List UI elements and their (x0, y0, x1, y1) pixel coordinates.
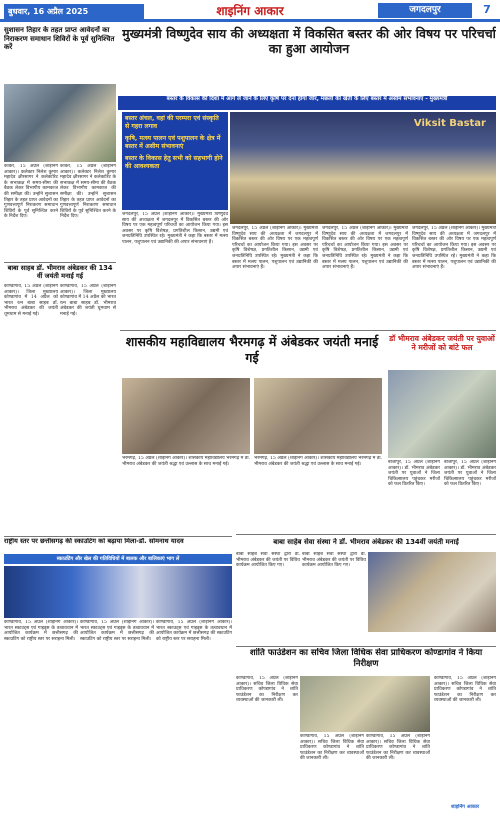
masthead (0, 0, 500, 22)
main-strap: बस्तर के विकास की दिशा में आगे ले जाने के लिए कृषि पर देना होगा जोर, मछली की खेती के लिए बस्तर में असीम संभावनाएं - मुख्यमंत्री (118, 96, 496, 110)
paper-name: शाइनिंग आकार (216, 4, 284, 18)
sports-body-3: कोण्डागांव, 15 अप्रैल (शाइनिंग आकार)। भारत स्काउट्स एवं गाइड्स के तत्वावधान में आयोजित कार्यक्रम में छत्तीसगढ़ की स्काउटिंग को राष्ट्रीय स्तर पर सराहना मिली। (156, 620, 232, 642)
main-body-col1: जगदलपुर, 15 अप्रैल (शाइनिंग आकार)। मुख्यमंत्री विष्णुदेव साय की अध्यक्षता में जगदलपुर में विकसित बस्तर की ओर विषय पर एक महत्वपूर्ण परिचर्चा का आयोजन किया गया। इस अवसर पर कृषि विशेषज्ञ, प्रगतिशील किसान, उद्यमी एवं जनप्रतिनिधि उपस्थित रहे। मुख्यमंत्री ने कहा कि बस्तर में मत्स्य पालन, पशुपालन एवं उद्यानिकी की अपार संभावनाएं हैं। (122, 212, 228, 245)
left-top-headline: सुशासन तिहार के तहत प्राप्त आवेदनों का निराकरण समाधान शिविरों के पूर्व सुनिश्चित करें (4, 26, 115, 51)
college-headline: शासकीय महाविद्यालय भैरमगढ़ में अंबेडकर जयंती मनाई गई (125, 334, 379, 365)
main-headline-block (122, 26, 496, 68)
college-photo-1 (122, 378, 250, 454)
foundation-photo (300, 676, 430, 732)
seva-headline-block (236, 538, 496, 550)
main-body-col2: जगदलपुर, 15 अप्रैल (शाइनिंग आकार)। मुख्यमंत्री विष्णुदेव साय की अध्यक्षता में जगदलपुर में विकसित बस्तर की ओर विषय पर एक महत्वपूर्ण परिचर्चा का आयोजन किया गया। इस अवसर पर कृषि विशेषज्ञ, प्रगतिशील किसान, उद्यमी एवं जनप्रतिनिधि उपस्थित रहे। मुख्यमंत्री ने कहा कि बस्तर में मत्स्य पालन, पशुपालन एवं उद्यानिकी की अपार संभावनाएं हैं। (232, 226, 318, 271)
page-number: 7 (483, 3, 491, 16)
divider (4, 262, 116, 263)
footer-imprint: शाइनिंग आकार (450, 804, 480, 810)
divider (236, 534, 496, 535)
ambedkar-left-body-2: कोण्डागांव, 15 अप्रैल (शाइनिंग आकार)। जिला मुख्यालय कोण्डागांव में 14 अप्रैल को भारत रत्न बाबा साहब डॉ. भीमराव अंबेडकर की जयंती धूमधाम से मनाई गई। (60, 284, 116, 317)
ambedkar-statue-photo (368, 552, 496, 632)
ambedkar-left-headline-block (4, 264, 116, 282)
foundation-headline: शांति फाउंडेशन का सचिव जिला विधिक सेवा प्राधिकरण कोण्डागांव ने किया निरीक्षण (249, 648, 483, 669)
meeting-photo (4, 84, 116, 162)
divider (4, 536, 232, 537)
foundation-body: कोण्डागांव, 15 अप्रैल (शाइनिंग आकार)। सचिव जिला विधिक सेवा प्राधिकरण कोण्डागांव ने शांति फाउंडेशन का निरीक्षण कर व्यवस्थाओं की जानकारी ली। (236, 676, 298, 704)
masthead-city: जगदलपुर (378, 3, 472, 18)
seva-body: बाबा साहेब सेवा संस्था द्वारा डॉ. भीमराव अंबेडकर की जयंती पर विविध कार्यक्रम आयोजित किए गए। (236, 552, 300, 569)
youth-fruit-photo (388, 370, 496, 458)
sports-headline: राष्ट्रीय स्तर पर छत्तीसगढ़ की स्काउटिंग को बढ़ाया मिला-डॉ. सोमनाथ यादव (4, 538, 184, 545)
highlight-item: बस्तर के विकास हेतु सभी को सहभागी होने की आवश्यकता (125, 155, 223, 170)
event-banner-text: Viksit Bastar (413, 118, 486, 129)
college-body: भैरमगढ़, 15 अप्रैल (शाइनिंग आकार)। शासकीय महाविद्यालय भैरमगढ़ में डॉ. भीमराव अंबेडकर की जयंती श्रद्धा एवं उल्लास के साथ मनाई गई। (122, 456, 250, 467)
left-top-body: कांकेर, 15 अप्रैल (शाइनिंग आकार)। कलेक्टर निलेश कुमार महादेव क्षीरसागर ने कलेक्टोरेट के सभाकक्ष में समय-सीमा की बैठक लेकर विभागीय कामकाज की समीक्षा की। उन्होंने सुशासन तिहार के तहत प्राप्त आवेदनों का गुणवत्तापूर्ण निराकरण समाधान शिविरों के पूर्व सुनिश्चित करने के निर्देश दिए। (4, 164, 58, 220)
ambedkar-right-body-2: बीजापुर, 15 अप्रैल (शाइनिंग आकार)। डॉ. भीमराव अंबेडकर जयंती पर युवाओं ने जिला चिकित्सालय पहुंचकर मरीजों को फल वितरित किए। (444, 460, 496, 488)
sports-body-2: कोण्डागांव, 15 अप्रैल (शाइनिंग आकार)। भारत स्काउट्स एवं गाइड्स के तत्वावधान में आयोजित कार्यक्रम में छत्तीसगढ़ की स्काउटिंग को राष्ट्रीय स्तर पर सराहना मिली। (80, 620, 154, 642)
divider (236, 646, 496, 647)
seva-headline: बाबा साहेब सेवा संस्था ने डॉ. भीमराव अंबेडकर की 134वीं जयंती मनाई (273, 538, 459, 546)
foundation-body-2: कोण्डागांव, 15 अप्रैल (शाइनिंग आकार)। सचिव जिला विधिक सेवा प्राधिकरण कोण्डागांव ने शांति फाउंडेशन का निरीक्षण कर व्यवस्थाओं की जानकारी ली। (300, 734, 364, 762)
foundation-body-4: कोण्डागांव, 15 अप्रैल (शाइनिंग आकार)। सचिव जिला विधिक सेवा प्राधिकरण कोण्डागांव ने शांति फाउंडेशन का निरीक्षण कर व्यवस्थाओं की जानकारी ली। (434, 676, 496, 704)
ambedkar-left-body: कोण्डागांव, 15 अप्रैल (शाइनिंग आकार)। जिला मुख्यालय कोण्डागांव में 14 अप्रैल को भारत रत्न बाबा साहब डॉ. भीमराव अंबेडकर की जयंती धूमधाम से मनाई गई। (4, 284, 58, 317)
main-event-photo (230, 112, 496, 224)
ambedkar-right-headline-block (388, 334, 496, 368)
highlights-box (122, 112, 228, 210)
college-body-2: भैरमगढ़, 15 अप्रैल (शाइनिंग आकार)। शासकीय महाविद्यालय भैरमगढ़ में डॉ. भीमराव अंबेडकर की जयंती श्रद्धा एवं उल्लास के साथ मनाई गई। (254, 456, 382, 467)
left-top-body-2: कांकेर, 15 अप्रैल (शाइनिंग आकार)। कलेक्टर निलेश कुमार महादेव क्षीरसागर ने कलेक्टोरेट के सभाकक्ष में समय-सीमा की बैठक लेकर विभागीय कामकाज की समीक्षा की। उन्होंने सुशासन तिहार के तहत प्राप्त आवेदनों का गुणवत्तापूर्ण निराकरण समाधान शिविरों के पूर्व सुनिश्चित करने के निर्देश दिए। (60, 164, 116, 220)
main-body-col4: जगदलपुर, 15 अप्रैल (शाइनिंग आकार)। मुख्यमंत्री विष्णुदेव साय की अध्यक्षता में जगदलपुर में विकसित बस्तर की ओर विषय पर एक महत्वपूर्ण परिचर्चा का आयोजन किया गया। इस अवसर पर कृषि विशेषज्ञ, प्रगतिशील किसान, उद्यमी एवं जनप्रतिनिधि उपस्थित रहे। मुख्यमंत्री ने कहा कि बस्तर में मत्स्य पालन, पशुपालन एवं उद्यानिकी की अपार संभावनाएं हैं। (412, 226, 496, 271)
masthead-date: बुधवार, 16 अप्रैल 2025 (4, 4, 144, 19)
foundation-body-3: कोण्डागांव, 15 अप्रैल (शाइनिंग आकार)। सचिव जिला विधिक सेवा प्राधिकरण कोण्डागांव ने शांति फाउंडेशन का निरीक्षण कर व्यवस्थाओं की जानकारी ली। (366, 734, 430, 762)
ambedkar-right-body: बीजापुर, 15 अप्रैल (शाइनिंग आकार)। डॉ. भीमराव अंबेडकर जयंती पर युवाओं ने जिला चिकित्सालय पहुंचकर मरीजों को फल वितरित किए। (388, 460, 440, 488)
divider (120, 330, 496, 331)
college-photo-2 (254, 378, 382, 454)
highlight-item: बस्तर अंचल, वहां की परम्परा एवं संस्कृति से गहरा लगाव (125, 115, 219, 130)
scouts-photo (4, 566, 232, 618)
main-headline: मुख्यमंत्री विष्णुदेव साय की अध्यक्षता में विकसित बस्तर की ओर विषय पर परिचर्चा का हुआ आयोजन (122, 26, 496, 56)
ambedkar-left-headline: बाबा साहब डॉ. भीमराव अंबेडकर की 134 वीं जयंती मनाई गई (7, 264, 113, 280)
seva-body-2: बाबा साहेब सेवा संस्था द्वारा डॉ. भीमराव अंबेडकर की जयंती पर विविध कार्यक्रम आयोजित किए गए। (302, 552, 366, 569)
sports-strap: स्काउटिंग और खेल की गतिविधियों में बालक और बालिकाएं भाग लें (4, 554, 232, 564)
main-body-col3: जगदलपुर, 15 अप्रैल (शाइनिंग आकार)। मुख्यमंत्री विष्णुदेव साय की अध्यक्षता में जगदलपुर में विकसित बस्तर की ओर विषय पर एक महत्वपूर्ण परिचर्चा का आयोजन किया गया। इस अवसर पर कृषि विशेषज्ञ, प्रगतिशील किसान, उद्यमी एवं जनप्रतिनिधि उपस्थित रहे। मुख्यमंत्री ने कहा कि बस्तर में मत्स्य पालन, पशुपालन एवं उद्यानिकी की अपार संभावनाएं हैं। (322, 226, 408, 271)
sports-body: कोण्डागांव, 15 अप्रैल (शाइनिंग आकार)। भारत स्काउट्स एवं गाइड्स के तत्वावधान में आयोजित कार्यक्रम में छत्तीसगढ़ की स्काउटिंग को राष्ट्रीय स्तर पर सराहना मिली। (4, 620, 78, 642)
foundation-headline-block (236, 648, 496, 674)
college-headline-block (122, 334, 382, 374)
ambedkar-right-headline: डॉ भीमराव अंबेडकर जयंती पर युवाओं ने मरीजों को बांटे फल (389, 334, 495, 352)
highlight-item: कृषि, मत्स्य पालन एवं पशुपालन के क्षेत्र में बस्तर में असीम संभावनाएं (125, 135, 221, 150)
sports-headline-block (4, 538, 232, 552)
